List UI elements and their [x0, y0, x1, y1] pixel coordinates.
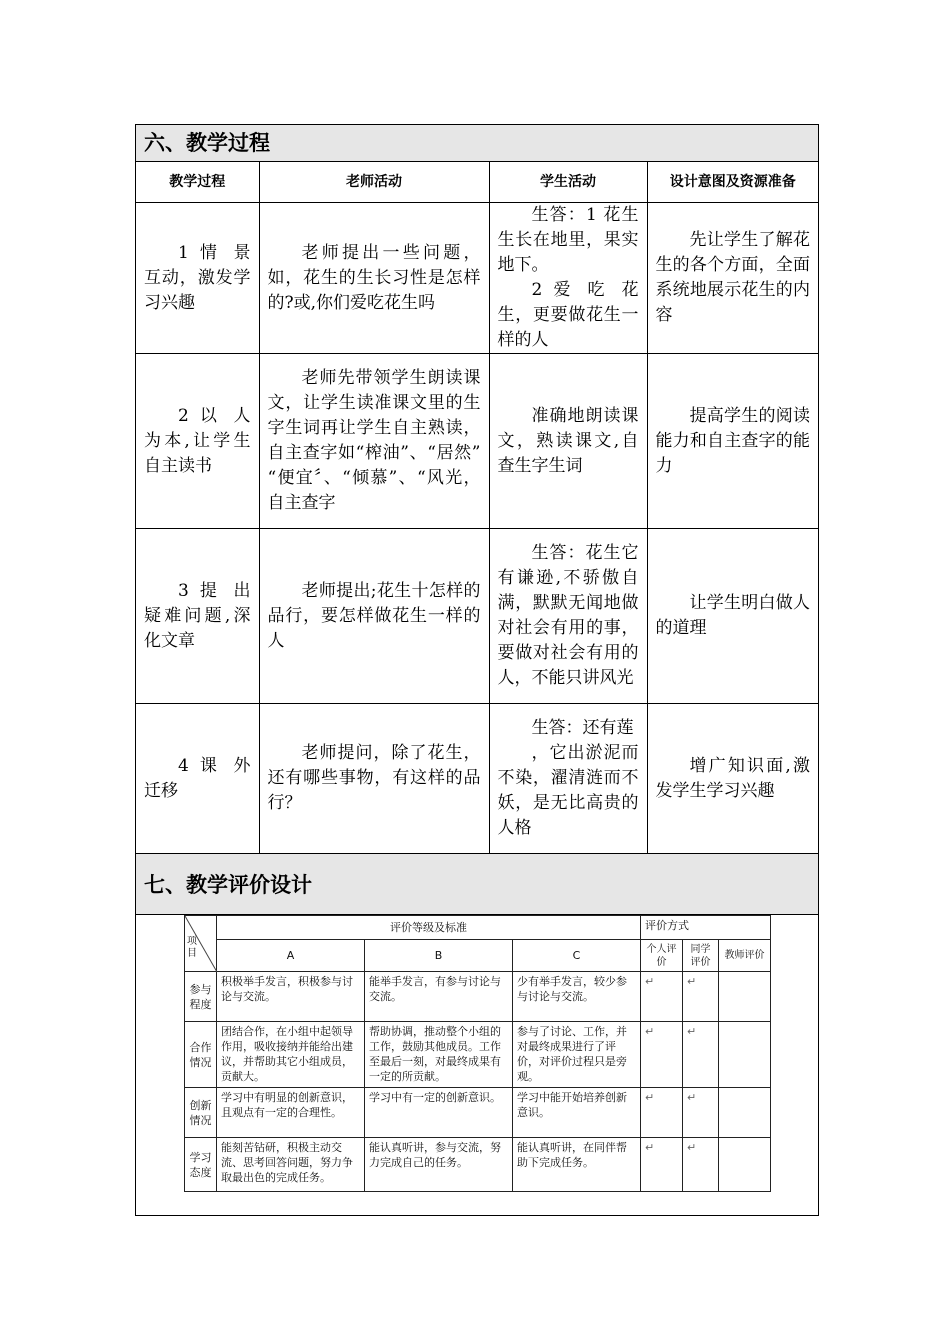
eval-b: 能认真听讲，参与交流，努力完成自己的任务。 [365, 1138, 513, 1192]
section-6-title: 六、教学过程 [136, 125, 818, 162]
student-text: 生答：花生它有谦逊,不骄傲自满，默默无闻地做对社会有用的事，要做对社会有用的人，不能只讲风光 [497, 543, 639, 688]
standard-header: 评价等级及标准 [217, 916, 641, 940]
table-row [136, 354, 818, 529]
eval-item: 参与程度 [185, 972, 217, 1022]
evaluation-table [184, 915, 771, 1192]
eval-a: 能刻苦钻研，积极主动交流、思考回答问题，努力争取最出色的完成任务。 [217, 1138, 365, 1192]
eval-header-row [185, 916, 771, 940]
grade-b: B [365, 940, 513, 972]
empty-cell [719, 972, 771, 1022]
return-mark: ↵ [683, 1088, 719, 1138]
eval-a: 学习中有明显的创新意识，且观点有一定的合理性。 [217, 1088, 365, 1138]
header-stage: 教学过程 [136, 162, 259, 203]
return-mark: ↵ [683, 1022, 719, 1088]
grade-c: C [513, 940, 641, 972]
empty-cell [719, 1088, 771, 1138]
eval-row [185, 1138, 771, 1192]
teacher-cell: 老师提出一些问题，如，花生的生长习性是怎样的?或,你们爱吃花生吗 [259, 203, 489, 354]
eval-subheader-row [185, 940, 771, 972]
intent-cell: 增广知识面,激发学生学习兴趣 [647, 704, 818, 854]
stage-cell: 2 以 人为本,让学生自主读书 [136, 354, 259, 529]
eval-row [185, 1022, 771, 1088]
corner-cell [185, 916, 217, 972]
method-self: 个人评价 [641, 940, 683, 972]
method-teacher: 教师评价 [719, 940, 771, 972]
student-text: 2 爱 吃 花生，更要做花生一样的人 [497, 280, 639, 350]
stage-cell: 3 提 出疑难问题,深化文章 [136, 529, 259, 704]
eval-item: 学习态度 [185, 1138, 217, 1192]
eval-c: 参与了讨论、工作，并对最终成果进行了评价，对评价过程只是旁观。 [513, 1022, 641, 1088]
eval-row [185, 972, 771, 1022]
method-header: 评价方式 [641, 916, 771, 940]
teaching-process-table [136, 162, 818, 854]
return-mark: ↵ [683, 972, 719, 1022]
evaluation-image [184, 915, 770, 1195]
student-text: ，它出淤泥而不染，濯清涟而不妖，是无比高贵的人格 [497, 743, 639, 838]
student-cell [489, 704, 647, 854]
section-7-title: 七、教学评价设计 [136, 853, 818, 915]
header-student: 学生活动 [489, 162, 647, 203]
corner-label: 项目 [187, 936, 197, 959]
return-mark: ↵ [641, 972, 683, 1022]
header-intent: 设计意图及资源准备 [647, 162, 818, 203]
return-mark: ↵ [641, 1088, 683, 1138]
student-cell [489, 354, 647, 529]
intent-cell: 先让学生了解花生的各个方面，全面系统地展示花生的内容 [647, 203, 818, 354]
eval-b: 帮助协调，推动整个小组的工作，鼓励其他成员。工作至最后一刻，对最终成果有一定的所贡献。 [365, 1022, 513, 1088]
table-row [136, 704, 818, 854]
intent-cell: 提高学生的阅读能力和自主查字的能力 [647, 354, 818, 529]
eval-item: 创新情况 [185, 1088, 217, 1138]
student-text: 生答：1 花生生长在地里，果实 地下。 [497, 205, 639, 275]
student-text: 准确地朗读课文，熟读课文,自查生字生词 [497, 405, 639, 476]
eval-a: 积极举手发言，积极参与讨论与交流。 [217, 972, 365, 1022]
eval-c: 能认真听讲，在同伴帮助下完成任务。 [513, 1138, 641, 1192]
teacher-cell: 老师提问，除了花生，还有哪些事物，有这样的品行？ [259, 704, 489, 854]
table-row [136, 203, 818, 354]
student-cell [489, 529, 647, 704]
table-row [136, 529, 818, 704]
grade-a: A [217, 940, 365, 972]
return-mark: ↵ [683, 1138, 719, 1192]
return-mark: ↵ [641, 1138, 683, 1192]
eval-a: 团结合作，在小组中起领导作用，吸收接纳并能给出建议，并帮助其它小组成员，贡献大。 [217, 1022, 365, 1088]
return-mark: ↵ [641, 1022, 683, 1088]
teacher-cell: 老师提出;花生十怎样的品行，要怎样做花生一样的人 [259, 529, 489, 704]
eval-b: 能举手发言，有参与讨论与交流。 [365, 972, 513, 1022]
eval-c: 学习中能开始培养创新意识。 [513, 1088, 641, 1138]
intent-cell: 让学生明白做人的道理 [647, 529, 818, 704]
eval-item: 合作情况 [185, 1022, 217, 1088]
lesson-plan-frame [135, 124, 819, 1216]
student-text: 生答：还有莲 [531, 718, 634, 738]
empty-cell [719, 1138, 771, 1192]
header-teacher: 老师活动 [259, 162, 489, 203]
table-header-row [136, 162, 818, 203]
stage-cell: 1 情 景 互动，激发学习兴趣 [136, 203, 259, 354]
teacher-cell: 老师先带领学生朗读课文，让学生读准课文里的生字生词再让学生自主熟读，自主查字如“榨油”、“居然” “便宜〞、“倾慕”、“风光，自主查字 [259, 354, 489, 529]
method-peer: 同学评价 [683, 940, 719, 972]
student-cell [489, 203, 647, 354]
stage-cell: 4 课 外迁移 [136, 704, 259, 854]
eval-c: 少有举手发言，较少参与讨论与交流。 [513, 972, 641, 1022]
empty-cell [719, 1022, 771, 1088]
eval-b: 学习中有一定的创新意识。 [365, 1088, 513, 1138]
eval-row [185, 1088, 771, 1138]
